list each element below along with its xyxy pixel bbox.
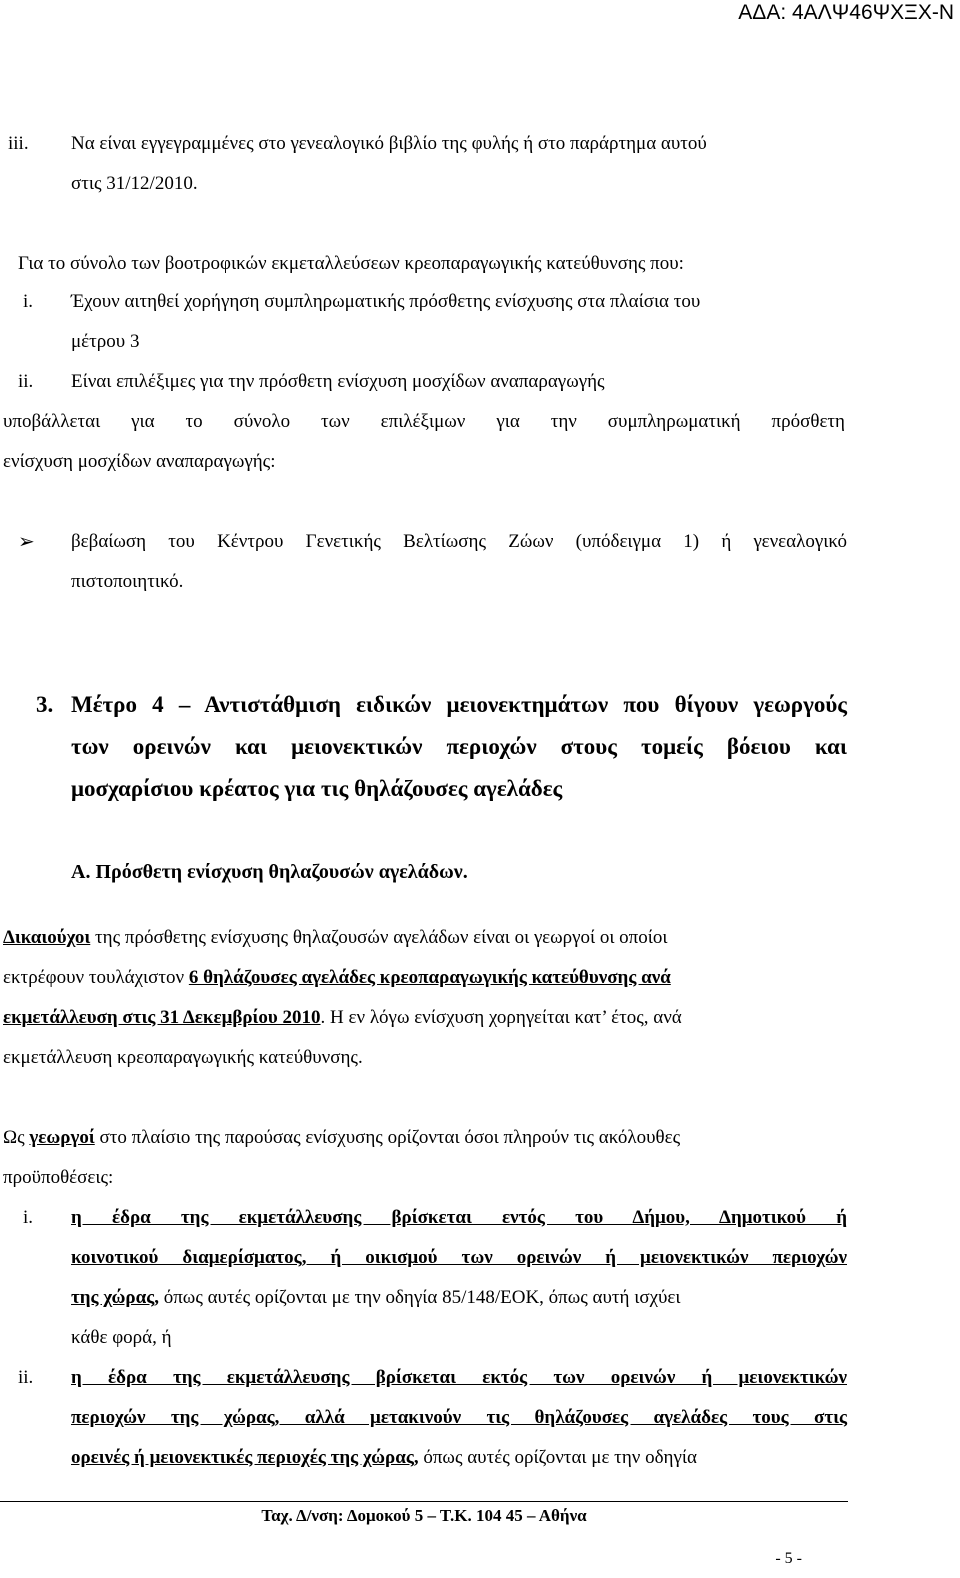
beneficiaries-line2-text: εκτρέφουν τουλάχιστον bbox=[3, 967, 189, 988]
condition-i-line1: η έδρα της εκμετάλλευσης βρίσκεται εντός του Δήμου, Δημοτικού ή bbox=[71, 1207, 847, 1228]
condition-i-line3 bbox=[71, 1278, 681, 1318]
bullet-line2: πιστοποιητικό. bbox=[71, 571, 184, 592]
submission-line1: υποβάλλεται για το σύνολο των επιλέξιμων για την συμπληρωματική πρόσθετη bbox=[3, 411, 845, 432]
section3-title-line3: μοσχαρίσιου κρέατος για τις θηλάζουσες αγελάδες bbox=[71, 776, 563, 801]
arrow-bullet-icon: ➢ bbox=[18, 531, 35, 553]
section3-title-line2: των ορεινών και μειονεκτικών περιοχών στους τομείς βόειου και bbox=[71, 734, 847, 759]
page-number: - 5 - bbox=[775, 1550, 802, 1567]
beneficiaries-line2-emphasis: 6 θηλάζουσες αγελάδες κρεοπαραγωγικής κατεύθυνσης ανά bbox=[188, 967, 671, 988]
intro-paragraph: Για το σύνολο των βοοτροφικών εκμεταλλεύσεων κρεοπαραγωγικής κατεύθυνσης που: bbox=[18, 253, 684, 274]
bullet-line1: βεβαίωση του Κέντρου Γενετικής Βελτίωσης Ζώων (υπόδειγμα 1) ή γενεαλογικό bbox=[71, 531, 847, 552]
farmers-line1 bbox=[3, 1118, 680, 1158]
subsection-a-title: Α. Πρόσθετη ενίσχυση θηλαζουσών αγελάδων. bbox=[71, 861, 468, 883]
condition-marker-i: i. bbox=[23, 1207, 34, 1228]
condition-ii-line3 bbox=[71, 1438, 697, 1478]
list-marker-ii: ii. bbox=[18, 371, 34, 392]
footer-divider bbox=[0, 1501, 848, 1502]
condition-i-line3-emphasis: της χώρας, bbox=[71, 1287, 159, 1308]
condition-ii-line3-text: όπως αυτές ορίζονται με την οδηγία bbox=[418, 1447, 697, 1468]
beneficiaries-line1 bbox=[3, 918, 668, 958]
ada-header: ΑΔΑ: 4ΑΛΨ46ΨΧΞΧ-Ν bbox=[738, 1, 954, 24]
section3-number: 3. bbox=[36, 692, 54, 717]
beneficiaries-line2 bbox=[3, 958, 671, 998]
beneficiaries-term: Δικαιούχοι bbox=[3, 927, 91, 948]
list-item-i-line1: Έχουν αιτηθεί χορήγηση συμπληρωματικής πρόσθετης ενίσχυσης στα πλαίσια του bbox=[71, 291, 701, 312]
condition-ii-line3-emphasis: ορεινές ή μειονεκτικές περιοχές της χώρας, bbox=[71, 1447, 419, 1468]
condition-ii-line1: η έδρα της εκμετάλλευσης βρίσκεται εκτός των ορεινών ή μειονεκτικών bbox=[71, 1367, 847, 1388]
list-item-ii-line1: Είναι επιλέξιμες για την πρόσθετη ενίσχυση μοσχίδων αναπαραγωγής bbox=[71, 371, 605, 392]
farmers-pre: Ως bbox=[3, 1127, 30, 1148]
beneficiaries-line4: εκμετάλλευση κρεοπαραγωγικής κατεύθυνσης. bbox=[3, 1047, 363, 1068]
condition-marker-ii: ii. bbox=[18, 1367, 34, 1388]
beneficiaries-line3 bbox=[3, 998, 682, 1038]
farmers-line1-text: στο πλαίσιο της παρούσας ενίσχυσης ορίζονται όσοι πληρούν τις ακόλουθες bbox=[94, 1127, 681, 1148]
condition-i-line2: κοινοτικού διαμερίσματος, ή οικισμού των ορεινών ή μειονεκτικών περιοχών bbox=[71, 1247, 847, 1268]
submission-line2: ενίσχυση μοσχίδων αναπαραγωγής: bbox=[3, 451, 276, 472]
beneficiaries-line1-text: της πρόσθετης ενίσχυσης θηλαζουσών αγελάδων είναι οι γεωργοί οι οποίοι bbox=[90, 927, 668, 948]
condition-i-line4: κάθε φορά, ή bbox=[71, 1327, 172, 1348]
list-item-i-line2: μέτρου 3 bbox=[71, 331, 140, 352]
list-marker-i: i. bbox=[23, 291, 34, 312]
beneficiaries-line3-text: . Η εν λόγω ενίσχυση χορηγείται κατ’ έτος, ανά bbox=[320, 1007, 682, 1028]
beneficiaries-line3-emphasis: εκμετάλλευση στις 31 Δεκεμβρίου 2010 bbox=[3, 1007, 321, 1028]
farmers-term: γεωργοί bbox=[29, 1127, 95, 1148]
list-item-iii-line1: Να είναι εγγεγραμμένες στο γενεαλογικό βιβλίο της φυλής ή στο παράρτημα αυτού bbox=[71, 133, 707, 154]
condition-ii-line2: περιοχών της χώρας, αλλά μετακινούν τις θηλάζουσες αγελάδες τους στις bbox=[71, 1407, 847, 1428]
list-item-iii-line2: στις 31/12/2010. bbox=[71, 173, 198, 194]
condition-i-line3-text: όπως αυτές ορίζονται με την οδηγία 85/148/ΕΟΚ, όπως αυτή ισχύει bbox=[158, 1287, 681, 1308]
footer-address: Ταχ. Δ/νση: Δομοκού 5 – Τ.Κ. 104 45 – Αθήνα bbox=[261, 1506, 587, 1525]
list-marker-iii: iii. bbox=[8, 133, 29, 154]
farmers-line2: προϋποθέσεις: bbox=[3, 1167, 114, 1188]
section3-title-line1: Μέτρο 4 – Αντιστάθμιση ειδικών μειονεκτημάτων που θίγουν γεωργούς bbox=[71, 692, 847, 717]
